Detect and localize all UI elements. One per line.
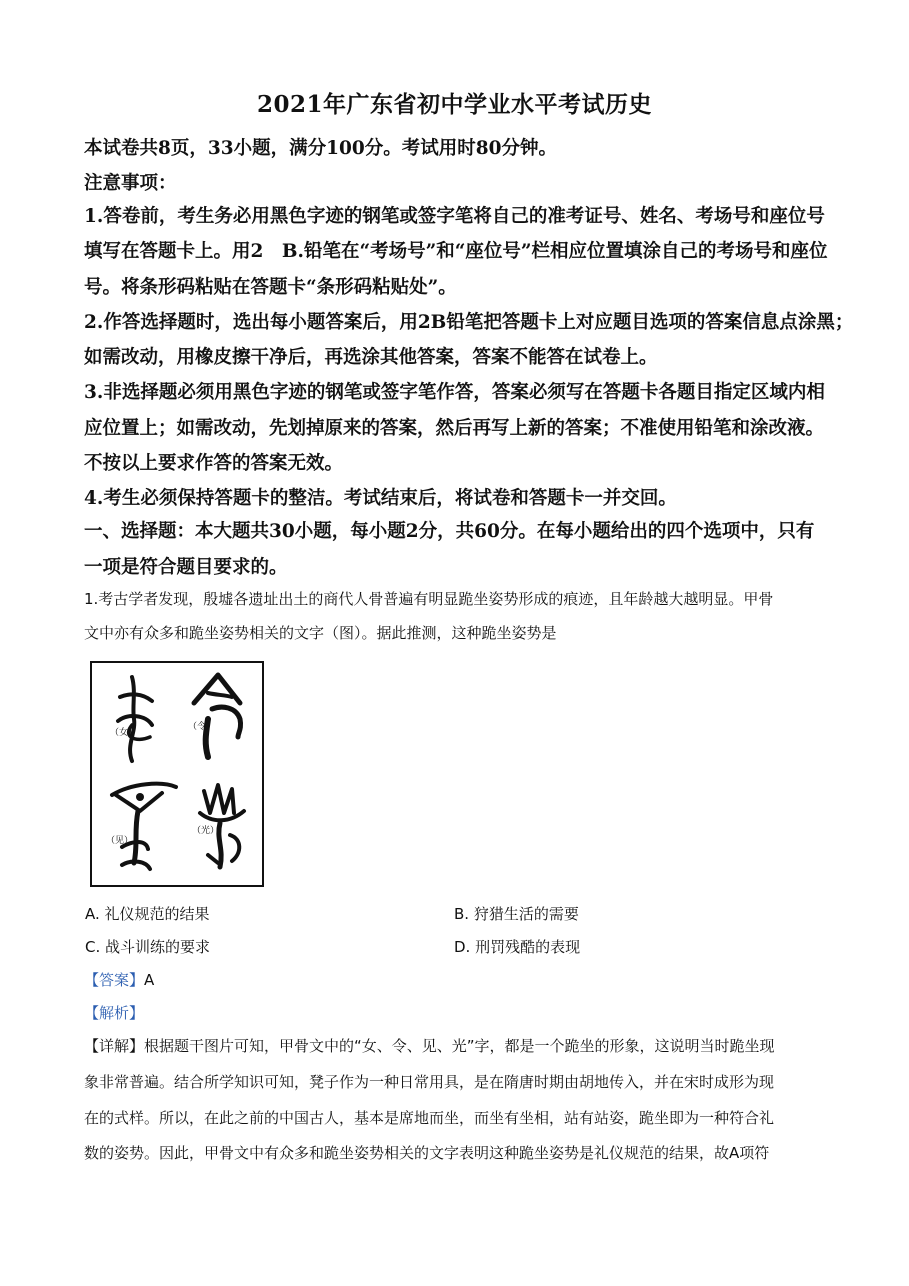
detail-line: 数的姿势。因此，甲骨文中有众多和跪坐姿势相关的文字表明这种跪坐姿势是礼仪规范的结果，故A项符 xyxy=(84,1144,770,1162)
section-heading: 一、选择题：本大题共30小题，每小题2分，共60分。在每小题给出的四个选项中，只有 xyxy=(84,521,815,542)
note-line: 1.答卷前，考生务必用黑色字迹的钢笔或签字笔将自己的准考证号、姓名、考场号和座位号 xyxy=(84,206,825,227)
glyph-label-guang: （光） xyxy=(192,826,220,836)
note-line: 应位置上；如需改动，先划掉原来的答案，然后再写上新的答案；不准使用铅笔和涂改液。 xyxy=(84,418,825,439)
note-line: 填写在答题卡上。用2 B.铅笔在“考场号”和“座位号”栏相应位置填涂自己的考场号和座位 xyxy=(84,241,828,262)
note-line: 4.考生必须保持答题卡的整洁。考试结束后，将试卷和答题卡一并交回。 xyxy=(84,488,677,509)
notes-heading: 注意事项： xyxy=(84,173,177,194)
note-line: 如需改动，用橡皮擦干净后，再选涂其他答案，答案不能答在试卷上。 xyxy=(84,347,658,368)
note-line: 不按以上要求作答的答案无效。 xyxy=(84,453,344,474)
question-stem: 文中亦有众多和跪坐姿势相关的文字（图）。据此推测，这种跪坐姿势是 xyxy=(84,624,557,642)
note-line: 3.非选择题必须用黑色字迹的钢笔或签字笔作答，答案必须写在答题卡各题目指定区域内相 xyxy=(84,382,825,403)
oracle-bone-glyphs xyxy=(92,663,262,885)
page-title: 2021年广东省初中学业水平考试历史 xyxy=(256,91,652,118)
analysis-tag: 【解析】 xyxy=(84,1004,145,1022)
answer-tag: 【答案】 xyxy=(84,971,145,989)
detail-line: 在的式样。所以，在此之前的中国古人，基本是席地而坐，而坐有坐相，站有站姿，跪坐即为一种符合礼 xyxy=(84,1109,775,1127)
option-c: C. 战斗训练的要求 xyxy=(85,938,211,956)
detail-text: 根据题干图片可知，甲骨文中的“女、令、见、光”字，都是一个跪坐的形象，这说明当时跪坐现 xyxy=(144,1037,775,1055)
detail-line: 象非常普遍。结合所学知识可知，凳子作为一种日常用具，是在隋唐时期由胡地传入，并在宋时成形为现 xyxy=(84,1073,775,1091)
question-stem: 1.考古学者发现，殷墟各遗址出土的商代人骨普遍有明显跪坐姿势形成的痕迹，且年龄越大越明显。甲骨 xyxy=(84,590,774,608)
glyph-label-jian: （见） xyxy=(106,836,134,846)
answer-line xyxy=(84,973,154,988)
exam-summary: 本试卷共8页，33小题，满分100分。考试用时80分钟。 xyxy=(84,138,557,159)
option-a: A. 礼仪规范的结果 xyxy=(85,905,210,923)
answer-value: A xyxy=(144,971,155,989)
note-line: 号。将条形码粘贴在答题卡“条形码粘贴处”。 xyxy=(84,277,457,298)
detail-tag: 【详解】 xyxy=(84,1037,145,1055)
option-b: B. 狩猎生活的需要 xyxy=(454,905,579,923)
section-heading: 一项是符合题目要求的。 xyxy=(84,557,288,578)
option-d: D. 刑罚残酷的表现 xyxy=(454,938,581,956)
detail-line xyxy=(84,1039,775,1054)
glyph-label-nv: （女） xyxy=(110,728,138,738)
glyph-label-ling: （令） xyxy=(188,722,216,732)
note-line: 2.作答选择题时，选出每小题答案后，用2B铅笔把答题卡上对应题目选项的答案信息点涂黑； xyxy=(84,312,854,333)
oracle-bone-figure xyxy=(90,661,264,887)
